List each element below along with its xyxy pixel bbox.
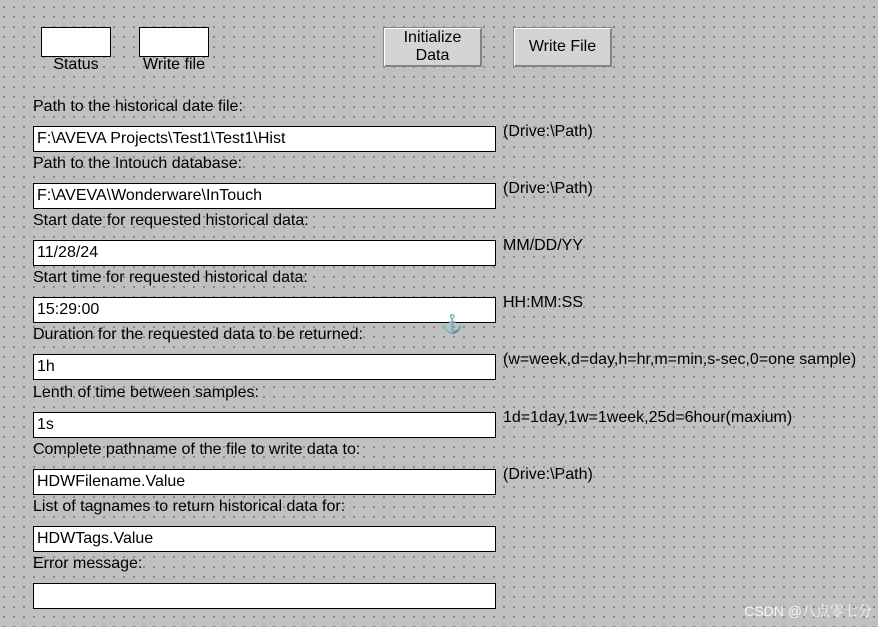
- text-field[interactable]: [33, 583, 496, 609]
- field-hint: (w=week,d=day,h=hr,m=min,s-sec,0=one sample): [503, 351, 857, 369]
- text-field[interactable]: 15:29:00: [33, 297, 496, 323]
- field-hint: MM/DD/YY: [503, 237, 583, 255]
- write-file-indicator: [139, 27, 209, 57]
- write-file-button-label: Write File: [528, 38, 597, 55]
- field-label: Complete pathname of the file to write data to:: [33, 440, 361, 458]
- text-field[interactable]: HDWFilename.Value: [33, 469, 496, 495]
- field-hint: (Drive:\Path): [503, 180, 593, 198]
- field-label: List of tagnames to return historical data for:: [33, 497, 346, 515]
- field-label: Duration for the requested data to be returned:: [33, 326, 363, 344]
- field-hint: HH:MM:SS: [503, 294, 583, 312]
- write-file-button[interactable]: [513, 27, 612, 67]
- field-label: Error message:: [33, 554, 143, 572]
- anchor-icon: ⚓: [441, 314, 464, 334]
- status-indicator: [41, 27, 111, 57]
- field-hint: (Drive:\Path): [503, 465, 593, 483]
- field-label: Path to the Intouch database:: [33, 155, 243, 173]
- text-field[interactable]: HDWTags.Value: [33, 526, 496, 552]
- initialize-data-label: Initialize Data: [403, 29, 462, 64]
- text-field[interactable]: 11/28/24: [33, 240, 496, 266]
- text-field[interactable]: F:\AVEVA Projects\Test1\Test1\Hist: [33, 126, 496, 152]
- field-label: Start date for requested historical data:: [33, 212, 309, 230]
- text-field[interactable]: 1s: [33, 412, 496, 438]
- initialize-data-button[interactable]: [383, 27, 482, 67]
- watermark: CSDN @八点零七分: [744, 603, 872, 619]
- field-label: Path to the historical date file:: [33, 98, 243, 115]
- write-file-label: Write file: [143, 56, 205, 73]
- text-field[interactable]: F:\AVEVA\Wonderware\InTouch: [33, 183, 496, 209]
- field-hint: 1d=1day,1w=1week,25d=6hour(maxium): [503, 408, 793, 426]
- field-label: Start time for requested historical data:: [33, 269, 308, 287]
- status-label: Status: [53, 56, 99, 73]
- field-hint: (Drive:\Path): [503, 123, 593, 140]
- text-field[interactable]: 1h: [33, 354, 496, 380]
- field-label: Lenth of time between samples:: [33, 383, 259, 401]
